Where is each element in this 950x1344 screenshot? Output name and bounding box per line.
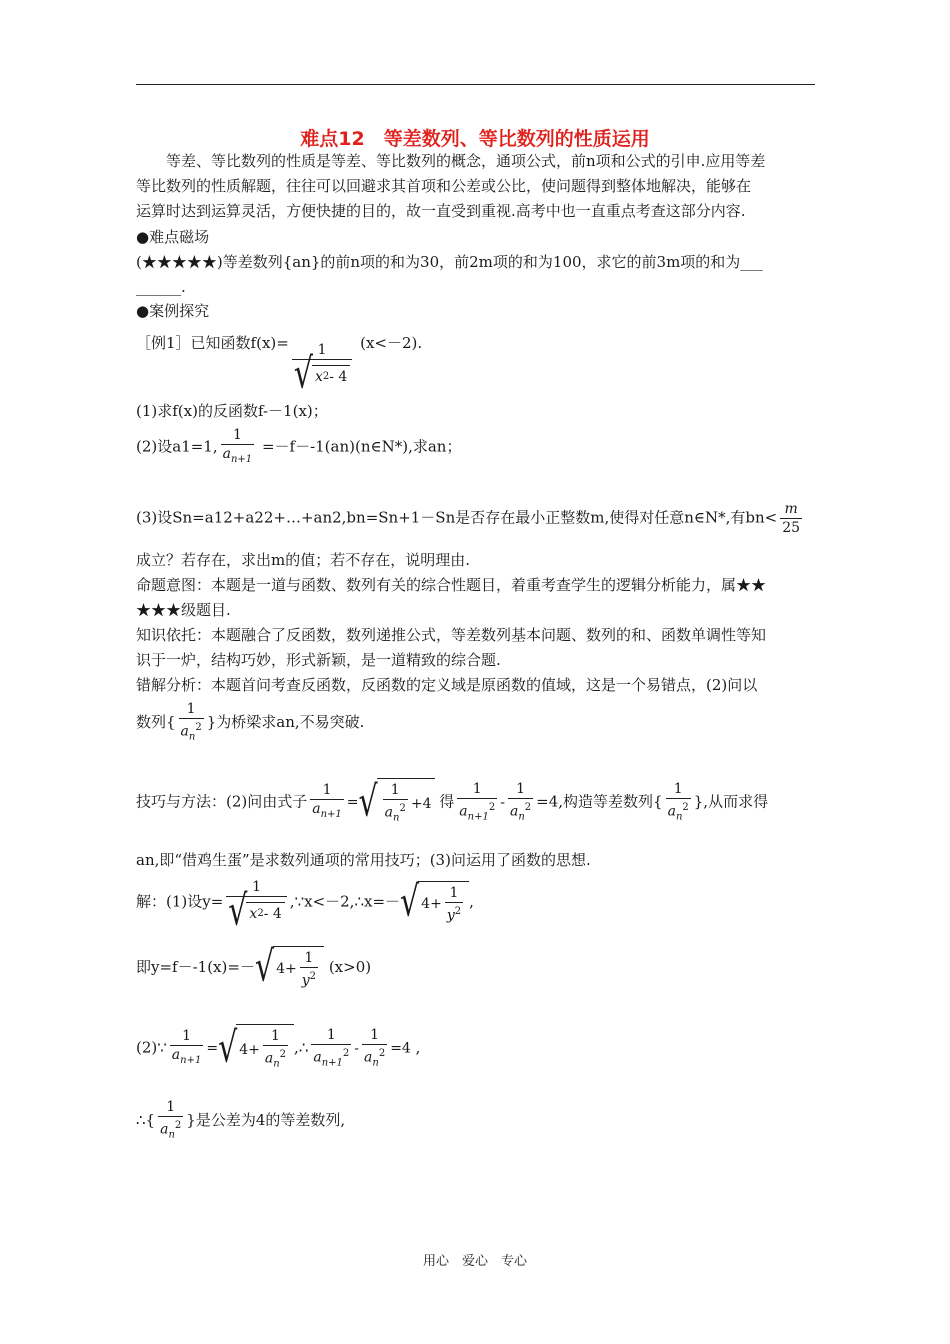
example1-prefix: ［例1］已知函数f(x)= [136, 334, 289, 352]
fraction-1-over-sqrt [292, 341, 353, 399]
sub-n: n [188, 731, 196, 743]
error-prefix: 数列{ [136, 713, 176, 732]
solution-3-mid: ,∴ [294, 1038, 309, 1057]
solution-line-4 [136, 1098, 345, 1144]
equals-sign: = [206, 1040, 219, 1057]
frac-num: 1 [182, 1028, 192, 1045]
exp-2: 2 [682, 801, 689, 813]
var-y: y [446, 907, 455, 924]
frac-num: 1 [326, 1026, 336, 1043]
var-a: a [667, 803, 676, 820]
sub-n1: n+1 [180, 1055, 202, 1067]
question-3-prefix: (3)设Sn=a12+a22+…+an2,bn=Sn+1－Sn是否存在最小正整数m,使得对任意n∈N*,有bn< [136, 508, 778, 527]
frac-num: 1 [166, 1099, 176, 1115]
sqrt-4-plus-1-over-an2: √ 4 + $\frac{1}{a_n^2}$ [218, 1024, 294, 1073]
frac-den: √ x 2 - 4 [292, 359, 353, 390]
error-suffix: }为桥梁求an,不易突破. [206, 713, 365, 732]
four: 4 [239, 1042, 249, 1059]
exp-2: 2 [524, 801, 532, 813]
sub-n: n [675, 810, 683, 822]
question-3-line-2: 成立？若存在，求出m的值；若不存在，说明理由. [136, 551, 470, 569]
frac-num: 1 [472, 780, 482, 797]
solution-line-1 [136, 877, 474, 936]
solution-4-suffix: }是公差为4的等差数列, [186, 1111, 346, 1130]
sqrt-4-plus-1-over-y2: √ 4 + $\frac{1}{y^2}$ [400, 881, 469, 925]
exp-2: 2 [454, 905, 462, 917]
plus-sign: + [430, 896, 442, 912]
header-rule [136, 84, 815, 85]
solution-1-prefix: 解：(1)设y= [136, 892, 224, 911]
plus-sign: + [248, 1042, 260, 1059]
page-title: 难点12 等差数列、等比数列的性质运用 [300, 128, 650, 150]
fraction-1-over-an-sq [508, 780, 533, 826]
sub-n1: n+1 [321, 1056, 343, 1068]
plus-sign: + [285, 961, 297, 978]
technique-mid2: =4,构造等差数列{ [536, 792, 663, 811]
exp-2: 2 [399, 803, 406, 814]
frac-num: 1 [390, 782, 400, 798]
frac-num: m [784, 501, 798, 517]
equals-sign: = [346, 794, 359, 811]
var-a: a [384, 804, 394, 821]
technique-mid: 得 [439, 792, 455, 811]
fraction-1-over-an1-sq [311, 1026, 351, 1072]
exp-2: 2 [279, 1049, 287, 1060]
var-a: a [313, 1049, 322, 1066]
var-a: a [509, 803, 519, 820]
minus-four: - 4 [263, 905, 282, 922]
var-y: y [301, 972, 310, 989]
technique-line [136, 778, 768, 827]
fraction-1-over-sqrt: 1 √ x 2 - 4 [226, 878, 287, 927]
knowledge-line-2: 识于一炉，结构巧妙，形式新颖，是一道精致的综合题. [136, 651, 501, 669]
exp-2: 2 [174, 1120, 182, 1131]
sub-n: n [372, 1056, 379, 1068]
section-heading-difficulty: ●难点磁场 [136, 228, 210, 246]
frac-num: 1 [252, 879, 261, 895]
var-a: a [459, 803, 468, 820]
solution-line-3 [136, 1024, 420, 1073]
frac-num: 1 [232, 427, 242, 443]
fraction-1-over-an1 [310, 781, 344, 824]
fraction-1-over-an2 [158, 1098, 183, 1144]
minus-sign: - [354, 1040, 360, 1057]
four: 4 [421, 896, 431, 912]
sub-n1: n+1 [230, 453, 253, 465]
exp-2: 2 [342, 1047, 350, 1059]
technique-suffix: },从而求得 [693, 792, 769, 811]
error-line-1: 错解分析：本题首问考查反函数，反函数的定义域是原函数的值域，这是一个易错点，(2)问以 [136, 676, 758, 694]
frac-num: 1 [270, 1028, 280, 1044]
fraction-m-over-25 [780, 500, 802, 537]
plus-sign: + [410, 796, 423, 813]
intro-line-2: 等比数列的性质解题，往往可以回避求其首项和公差或公比，使问题得到整体地解决，能够在 [136, 177, 752, 195]
frac-num: 1 [516, 780, 525, 797]
frac-den: 25 [782, 520, 801, 536]
sub-n: n [518, 810, 525, 822]
solution-1-end: , [469, 892, 474, 911]
intro-line-3: 运算时达到运算灵活，方便快捷的目的，故一直受到重视.高考中也一直重点考查这部分内容. [136, 202, 746, 220]
sqrt-expression: √ $\frac{1}{a_n^2}$ + 4 [359, 778, 435, 827]
var-x: x [314, 368, 323, 385]
solution-3-prefix: (2)∵ [136, 1038, 167, 1057]
question-3-line [136, 500, 805, 537]
question-2-suffix: =－f－-1(an)(n∈N*),求an； [261, 437, 462, 456]
var-a: a [180, 723, 189, 740]
solution-line-2 [136, 942, 372, 992]
fraction-1-over-an-sq [666, 780, 691, 826]
four: 4 [276, 961, 285, 978]
error-line-2 [136, 700, 364, 746]
example1-suffix: (x<－2). [360, 334, 423, 352]
exp-2: 2 [322, 370, 330, 382]
exp-2: 2 [309, 971, 317, 982]
frac-den [310, 799, 344, 824]
sqrt-4-plus-1-over-y2: √ 4 + $\frac{1}{y^2}$ [255, 946, 324, 990]
solution-4-prefix: ∴{ [136, 1111, 156, 1130]
exp-2: 2 [257, 907, 264, 919]
fraction-1-over-an-sq [362, 1026, 387, 1072]
var-a: a [312, 801, 321, 818]
page-footer: 用心 爱心 专心 [422, 1254, 527, 1269]
equals-four: =4 [390, 1040, 411, 1057]
sub-n: n [393, 812, 400, 824]
solution-2-prefix: 即y=f－-1(x)=－ [136, 957, 255, 976]
var-a: a [222, 446, 231, 462]
problem-line-2: ______. [136, 278, 186, 296]
sub-n1: n+1 [467, 810, 489, 822]
var-a: a [364, 1049, 373, 1066]
intent-line-1: 命题意图：本题是一道与函数、数列有关的综合性题目，着重考查学生的逻辑分析能力，属★★ [136, 576, 767, 594]
knowledge-line-1: 知识依托：本题融合了反函数，数列递推公式，等差数列基本问题、数列的和、函数单调性等知 [136, 626, 767, 644]
exp-2: 2 [378, 1047, 386, 1059]
sub-n1: n+1 [320, 809, 342, 821]
four: 4 [422, 796, 432, 813]
question-2-prefix: (2)设a1=1, [136, 437, 218, 456]
technique-line-2: an,即“借鸡生蛋”是求数列通项的常用技巧；(3)问运用了函数的思想. [136, 851, 591, 869]
frac-den [179, 718, 204, 746]
exp-2: 2 [195, 722, 202, 733]
intro-line-1: 等差、等比数列的性质是等差、等比数列的概念，通项公式，前n项和公式的引申.应用等差 [136, 152, 766, 170]
frac-den [221, 444, 255, 469]
frac-num: 1 [322, 782, 332, 799]
minus-sign: - [500, 794, 505, 811]
sub-n: n [273, 1058, 280, 1070]
fraction-1-over-an1-sq [457, 780, 497, 826]
sub-n: n [168, 1129, 175, 1141]
example1-line [136, 332, 423, 399]
intent-line-2: ★★★级题目. [136, 601, 231, 619]
frac-num: 1 [370, 1026, 380, 1043]
frac-num: 1 [304, 950, 314, 966]
question-1: (1)求f(x)的反函数f-－1(x)； [136, 402, 328, 420]
var-a: a [160, 1121, 169, 1138]
technique-prefix: 技巧与方法：(2)问由式子 [136, 792, 308, 811]
exp-2: 2 [488, 801, 496, 813]
frac-num: 1 [673, 780, 683, 797]
solution-2-suffix: (x>0) [328, 957, 372, 976]
var-a: a [264, 1050, 274, 1067]
solution-1-mid: ,∵x<－2,∴x=－ [289, 892, 401, 911]
problem-line-1: (★★★★★)等差数列{an}的前n项的和为30，前2m项的和为100，求它的前3m项的和为___ [136, 253, 763, 271]
frac-num: 1 [186, 701, 196, 717]
fraction-1-over-an1 [170, 1027, 204, 1070]
section-heading-cases: ●案例探究 [136, 302, 210, 320]
fraction-1-over-an2 [179, 700, 204, 746]
var-x: x [249, 905, 258, 922]
var-a: a [171, 1047, 181, 1064]
solution-3-end: , [415, 1038, 421, 1057]
question-2-line [136, 426, 461, 469]
fraction-1-over-an1 [221, 426, 255, 469]
frac-num: 1 [449, 884, 459, 901]
frac-num: 1 [317, 342, 327, 358]
minus-four: - 4 [329, 368, 348, 385]
